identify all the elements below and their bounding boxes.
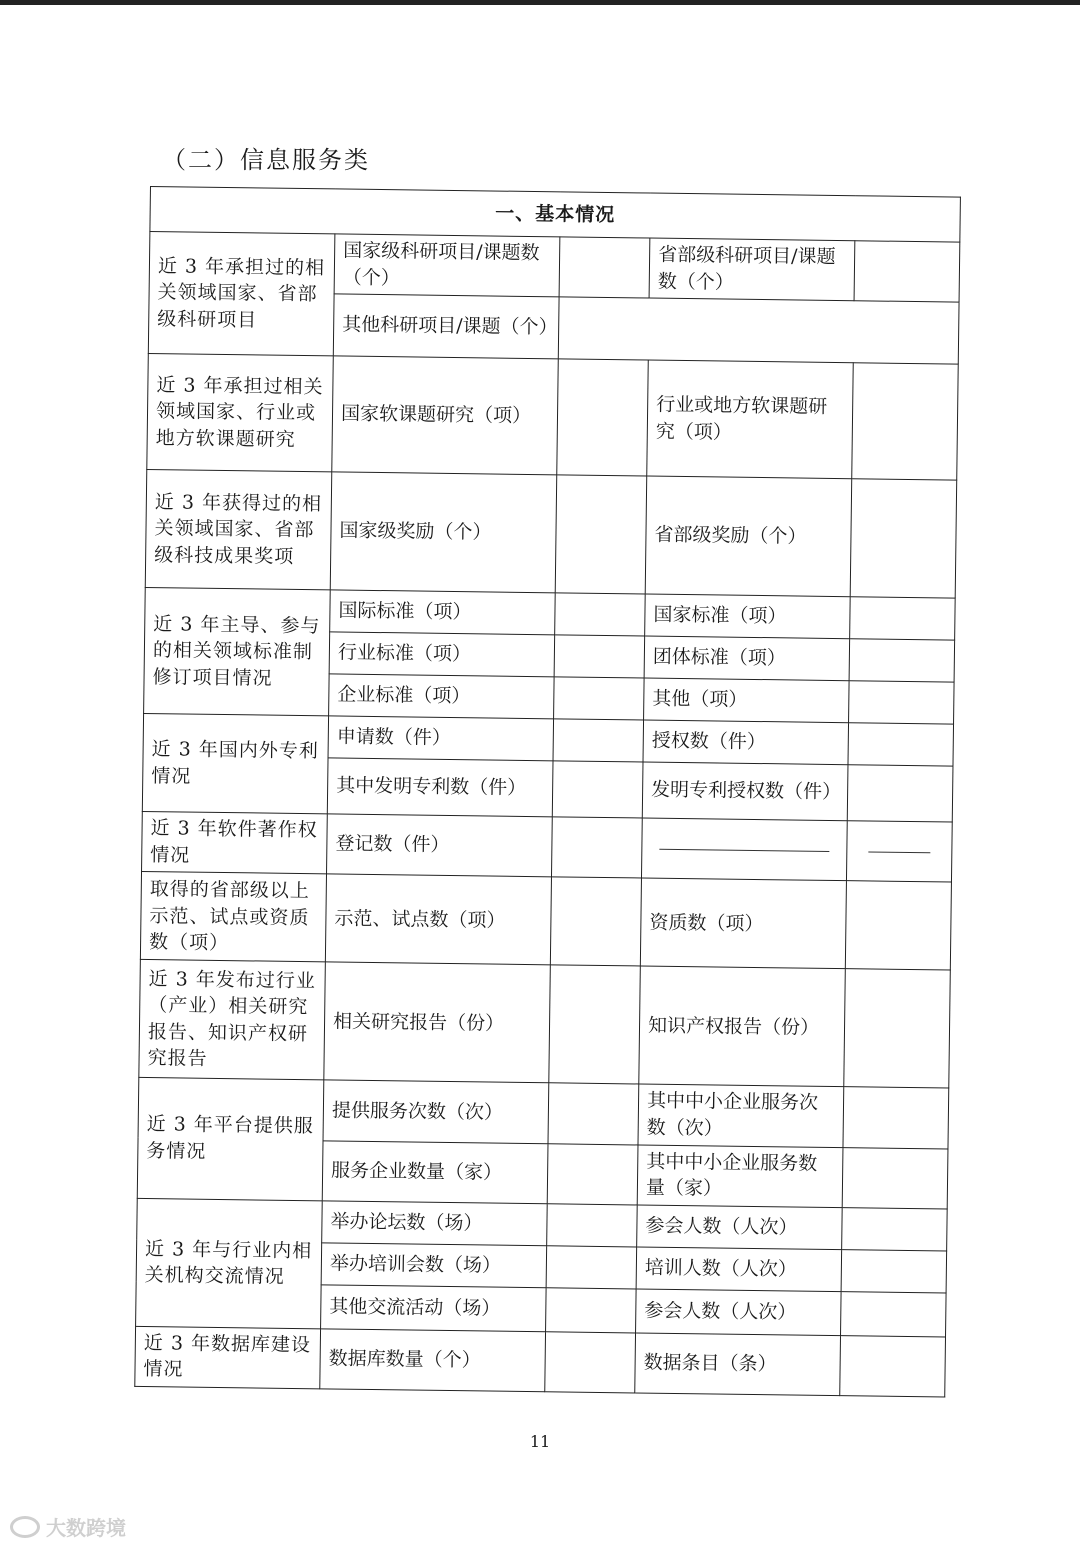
table-header: 一、基本情况 <box>150 187 961 243</box>
field-label: 团体标准（项） <box>644 636 850 681</box>
field-label: 行业或地方软课题研究（项） <box>647 360 854 479</box>
field-label: 其中发明专利数（件） <box>327 758 553 817</box>
field-label: 申请数（件） <box>328 716 554 761</box>
value-cell <box>852 363 959 480</box>
field-label: 国际标准（项） <box>330 590 556 635</box>
value-cell <box>844 969 951 1088</box>
not-applicable-dash <box>846 821 952 883</box>
field-label: 其他（项） <box>644 678 850 723</box>
table-row <box>135 1326 946 1397</box>
table-row <box>142 812 953 883</box>
field-label: 提供服务次数（次） <box>323 1080 549 1143</box>
value-cell <box>842 1207 948 1250</box>
field-label: 服务企业数量（家） <box>322 1140 548 1203</box>
row-category: 近 3 年承担过的相关领域国家、省部级科研项目 <box>148 232 335 357</box>
watermark-text: 大数跨境 <box>46 1516 126 1540</box>
value-cell <box>546 1246 637 1289</box>
table-row <box>149 232 960 303</box>
field-label: 发明专利授权数（件） <box>642 762 848 821</box>
scan-top-edge <box>0 0 1080 5</box>
value-cell <box>547 1143 638 1204</box>
section-title: （二）信息服务类 <box>162 146 370 174</box>
value-cell <box>840 1335 946 1397</box>
value-cell <box>550 877 641 966</box>
value-cell <box>847 765 953 822</box>
field-label: 其中中小企业服务数量（家） <box>637 1145 843 1208</box>
field-label: 数据库数量（个） <box>320 1329 546 1392</box>
row-category: 近 3 年国内外专利情况 <box>142 714 328 814</box>
field-label: 国家软课题研究（项） <box>332 356 558 475</box>
field-label: 省部级奖励（个） <box>645 476 852 597</box>
field-label: 其中中小企业服务次数（次） <box>638 1084 844 1147</box>
watermark <box>10 1512 126 1541</box>
field-label: 授权数（件） <box>643 720 849 765</box>
value-cell <box>552 761 643 818</box>
row-category: 取得的省部级以上示范、试点或资质数（项） <box>140 872 326 962</box>
field-label: 其他交流活动（场） <box>321 1285 547 1332</box>
value-cell <box>850 597 956 640</box>
field-label: 国家标准（项） <box>645 594 851 639</box>
row-category: 近 3 年发布过行业（产业）相关研究报告、知识产权研究报告 <box>139 960 326 1080</box>
value-cell <box>546 1288 637 1333</box>
field-label: 企业标准（项） <box>329 674 555 719</box>
table-row <box>139 960 951 1089</box>
value-cell <box>554 677 645 720</box>
field-label: 培训人数（人次） <box>636 1247 842 1292</box>
basic-info-table <box>134 186 961 1397</box>
row-category: 近 3 年软件著作权情况 <box>142 812 328 875</box>
page-number: 11 <box>529 1432 551 1451</box>
value-cell <box>554 635 645 678</box>
row-category: 近 3 年数据库建设情况 <box>135 1326 321 1389</box>
field-label: 知识产权报告（份） <box>639 966 846 1087</box>
field-label: 相关研究报告（份） <box>324 962 551 1083</box>
field-label: 其他科研项目/课题（个） <box>333 294 559 359</box>
value-cell <box>843 1087 949 1149</box>
value-cell <box>549 965 641 1084</box>
field-label: 登记数（件） <box>327 814 553 877</box>
value-cell <box>849 639 955 682</box>
value-cell <box>555 593 646 636</box>
value-cell <box>849 681 955 724</box>
row-category: 近 3 年承担过相关领域国家、行业或地方软课题研究 <box>147 354 334 472</box>
field-label: 参会人数（人次） <box>637 1205 843 1250</box>
table-row <box>145 470 957 599</box>
row-category: 近 3 年获得过的相关领域国家、省部级科技成果奖项 <box>145 470 332 590</box>
value-cell <box>558 297 959 364</box>
value-cell <box>557 359 649 476</box>
value-cell <box>548 1083 639 1144</box>
table-row <box>140 872 951 971</box>
value-cell <box>845 881 951 970</box>
row-category: 近 3 年主导、参与的相关领域标准制修订项目情况 <box>144 588 331 716</box>
value-cell <box>551 817 642 878</box>
value-cell <box>841 1249 947 1292</box>
value-cell <box>842 1147 948 1209</box>
field-label: 省部级科研项目/课题数（个） <box>649 238 855 301</box>
value-cell <box>547 1204 638 1247</box>
value-cell <box>545 1332 636 1393</box>
watermark-logo-icon <box>10 1516 40 1538</box>
table-row <box>147 354 959 481</box>
field-label: 参会人数（人次） <box>636 1289 842 1336</box>
row-category: 近 3 年与行业内相关机构交流情况 <box>136 1198 323 1328</box>
value-cell <box>848 723 954 766</box>
field-label: 资质数（项） <box>640 878 846 969</box>
field-label: 数据条目（条） <box>635 1333 841 1396</box>
field-label: 国家级奖励（个） <box>330 472 557 593</box>
value-cell <box>850 479 957 598</box>
value-cell <box>553 719 644 762</box>
row-category: 近 3 年平台提供服务情况 <box>137 1078 324 1201</box>
value-cell <box>854 241 960 303</box>
field-label: 举办培训会数（场） <box>321 1243 547 1288</box>
field-label: 行业标准（项） <box>329 632 555 677</box>
value-cell <box>559 237 650 298</box>
value-cell <box>841 1291 947 1336</box>
table-row <box>138 1078 949 1149</box>
value-cell <box>555 475 647 594</box>
not-applicable-dash <box>641 818 847 881</box>
field-label: 示范、试点数（项） <box>325 874 551 965</box>
field-label: 举办论坛数（场） <box>322 1201 548 1246</box>
field-label: 国家级科研项目/课题数（个） <box>334 234 560 297</box>
